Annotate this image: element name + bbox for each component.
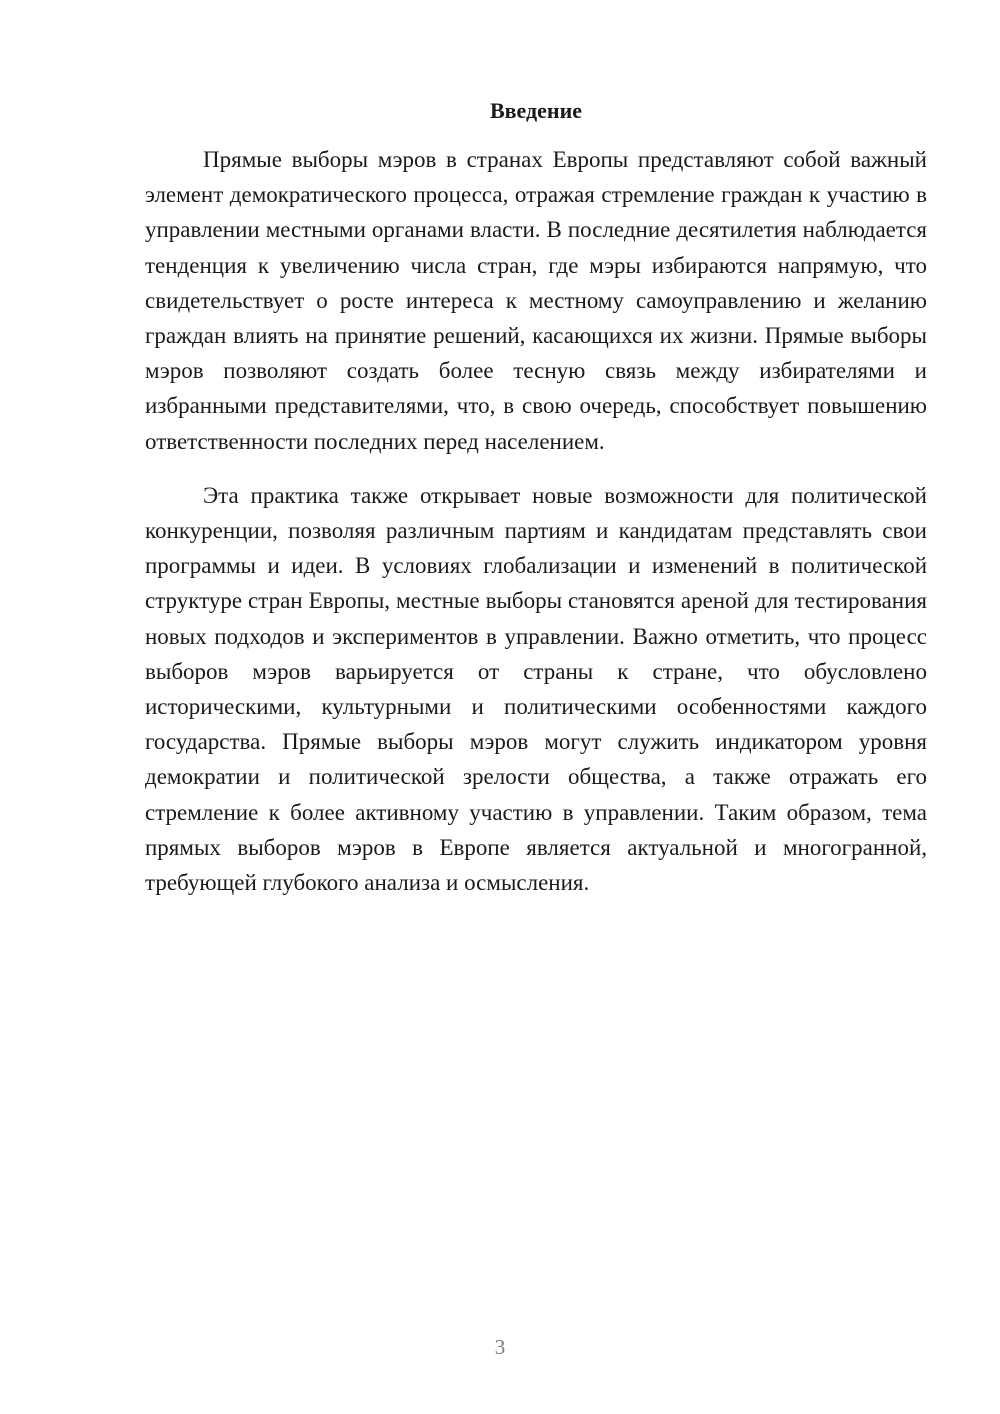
body-text bbox=[145, 142, 927, 900]
page-number: 3 bbox=[494, 1335, 506, 1359]
section-heading: Введение bbox=[489, 98, 583, 123]
paragraph-1: Прямые выборы мэров в странах Европы представляют собой важный элемент демократического процесса, отражая стремление граждан к участию в управлении местными органами власти. В последние десятилетия наблюдается тенденция к увеличению числа стран, где мэры избираются напрямую, что свидетельствует о росте интереса к местному самоуправлению и желанию граждан влиять на принятие решений, касающихся их жизни. Прямые выборы мэров позволяют создать более тесную связь между избирателями и избранными представителями, что, в свою очередь, способствует повышению ответственности последних перед населением. bbox=[145, 147, 927, 454]
paragraph-2: Эта практика также открывает новые возможности для политической конкуренции, позволяя различным партиям и кандидатам представлять свои программы и идеи. В условиях глобализации и изменений в политической структуре стран Европы, местные выборы становятся ареной для тестирования новых подходов и экспериментов в управлении. Важно отметить, что процесс выборов мэров варьируется от страны к стране, что обусловлено историческими, культурными и политическими особенностями каждого государства. Прямые выборы мэров могут служить индикатором уровня демократии и политической зрелости общества, а также отражать его стремление к более активному участию в управлении. Таким образом, тема прямых выборов мэров в Европе является актуальной и многогранной, требующей глубокого анализа и осмысления. bbox=[145, 482, 927, 896]
